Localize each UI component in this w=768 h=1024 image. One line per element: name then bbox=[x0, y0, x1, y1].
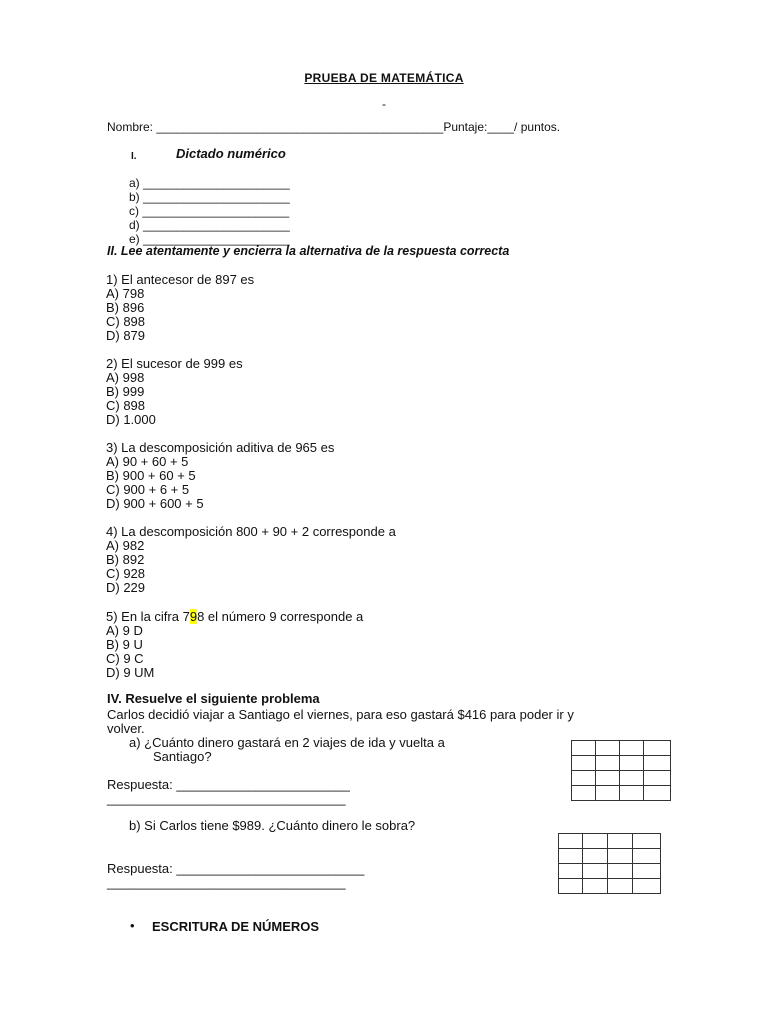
problem-statement-line-2: volver. bbox=[107, 721, 145, 736]
question-2-option-d: D) 1.000 bbox=[106, 412, 156, 427]
problem-question-b: b) Si Carlos tiene $989. ¿Cuánto dinero le sobra? bbox=[129, 818, 416, 833]
question-5-option-d: D) 9 UM bbox=[106, 665, 155, 680]
page-title: PRUEBA DE MATEMÁTICA bbox=[304, 71, 464, 85]
question-3-option-b: B) 900 + 60 + 5 bbox=[106, 468, 196, 483]
bullet-icon: • bbox=[130, 918, 135, 933]
question-3-option-c: C) 900 + 6 + 5 bbox=[106, 482, 190, 497]
dictation-blank-b: b) ______________________ bbox=[129, 190, 290, 204]
question-1-option-d: D) 879 bbox=[106, 328, 146, 343]
answer-b-line-1: Respuesta: __________________________ bbox=[107, 861, 365, 876]
question-5-option-b: B) 9 U bbox=[106, 637, 143, 652]
problem-statement-line-1: Carlos decidió viajar a Santiago el viernes, para eso gastará $416 para poder ir y bbox=[107, 707, 574, 722]
question-4-option-b: B) 892 bbox=[106, 552, 145, 567]
question-5-option-c: C) 9 C bbox=[106, 651, 144, 666]
question-5-prompt bbox=[106, 610, 363, 624]
question-1-option-a: A) 798 bbox=[106, 286, 145, 301]
question-4-option-a: A) 982 bbox=[106, 538, 145, 553]
answer-a-line-1: Respuesta: ________________________ bbox=[107, 777, 350, 792]
section-1-title: Dictado numérico bbox=[176, 146, 286, 161]
question-2-option-c: C) 898 bbox=[106, 398, 146, 413]
dictation-blank-c: c) ______________________ bbox=[129, 204, 290, 218]
section-5-title: ESCRITURA DE NÚMEROS bbox=[152, 919, 320, 934]
question-2-prompt: 2) El sucesor de 999 es bbox=[106, 356, 243, 371]
question-1-option-b: B) 896 bbox=[106, 300, 145, 315]
section-1-number: I. bbox=[131, 151, 137, 162]
question-3-option-a: A) 90 + 60 + 5 bbox=[106, 454, 189, 469]
section-2-title: II. Lee atentamente y encierra la alternativa de la respuesta correcta bbox=[107, 244, 510, 258]
problem-question-a-line-1: a) ¿Cuánto dinero gastará en 2 viajes de ida y vuelta a bbox=[129, 735, 445, 750]
dictation-blank-d: d) ______________________ bbox=[129, 218, 290, 232]
question-4-prompt: 4) La descomposición 800 + 90 + 2 corresponde a bbox=[106, 524, 396, 539]
question-4-option-c: C) 928 bbox=[106, 566, 146, 581]
answer-a-line-2: _________________________________ bbox=[107, 791, 346, 806]
question-5-prompt-end: 8 el número 9 corresponde a bbox=[197, 609, 364, 624]
question-1-prompt: 1) El antecesor de 897 es bbox=[106, 272, 255, 287]
problem-question-a-line-2: Santiago? bbox=[153, 749, 212, 764]
section-4-title: IV. Resuelve el siguiente problema bbox=[107, 691, 320, 706]
answer-grid-b bbox=[558, 833, 661, 894]
question-3-prompt: 3) La descomposición aditiva de 965 es bbox=[106, 440, 335, 455]
question-5-option-a: A) 9 D bbox=[106, 623, 143, 638]
question-2-option-a: A) 998 bbox=[106, 370, 145, 385]
dictation-blank-e: e) ______________________ bbox=[129, 232, 290, 246]
question-3-option-d: D) 900 + 600 + 5 bbox=[106, 496, 204, 511]
answer-grid-a bbox=[571, 740, 671, 801]
question-2-option-b: B) 999 bbox=[106, 384, 145, 399]
question-5-prompt-start: 5) En la cifra 7 bbox=[106, 609, 190, 624]
dictation-blank-a: a) ______________________ bbox=[129, 176, 290, 190]
dash-mark: - bbox=[382, 97, 386, 111]
question-1-option-c: C) 898 bbox=[106, 314, 146, 329]
answer-b-line-2: _________________________________ bbox=[107, 875, 346, 890]
highlighted-digit: 9 bbox=[189, 609, 198, 624]
name-score-line: Nombre: ___________________________________________Puntaje:____/ puntos. bbox=[107, 120, 561, 134]
question-4-option-d: D) 229 bbox=[106, 580, 146, 595]
